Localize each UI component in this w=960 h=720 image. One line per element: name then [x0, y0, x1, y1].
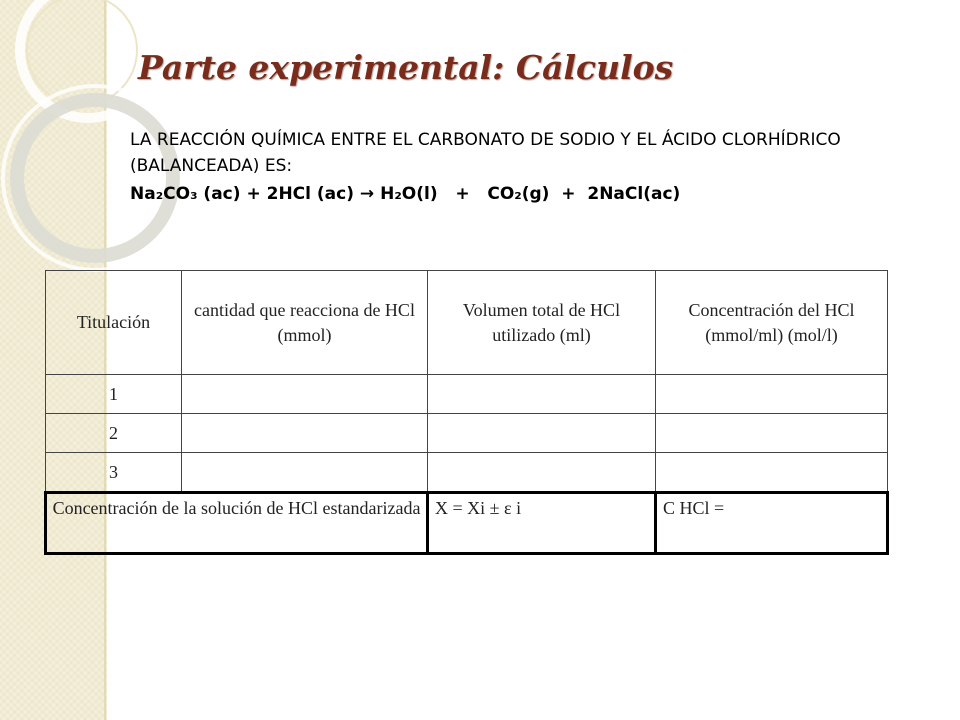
table-cell	[182, 375, 428, 414]
footer-label: Concentración de la solución de HCl estandarizada	[46, 493, 428, 554]
slide-title: Parte experimental: Cálculos	[138, 48, 674, 87]
equation-product-co2: CO₂(g)	[487, 184, 550, 204]
titration-table	[44, 270, 889, 555]
arrow-icon: →	[359, 184, 375, 204]
table-row	[46, 453, 888, 493]
header-concentracion-hcl: Concentración del HCl (mmol/ml) (mol/l)	[656, 271, 888, 375]
table-cell	[182, 453, 428, 493]
table-footer-row	[46, 493, 888, 554]
equation-product-water: H₂O(l)	[380, 184, 438, 204]
table-cell	[656, 375, 888, 414]
table-cell	[428, 414, 656, 453]
table-cell	[656, 414, 888, 453]
equation-reactant-hcl: 2HCl (ac)	[266, 184, 354, 204]
table-cell: 2	[46, 414, 182, 453]
footer-result: C HCl =	[656, 493, 888, 554]
header-titulacion: Titulación	[46, 271, 182, 375]
table-cell: 3	[46, 453, 182, 493]
table-cell	[656, 453, 888, 493]
table-cell	[428, 375, 656, 414]
table-cell	[428, 453, 656, 493]
footer-formula: X = Xi ± ε i	[428, 493, 656, 554]
table-header-row	[46, 271, 888, 375]
equation-reactant-sodium-carbonate: Na₂CO₃ (ac)	[130, 184, 241, 204]
table-cell: 1	[46, 375, 182, 414]
header-cantidad-hcl: cantidad que reacciona de HCl (mmol)	[182, 271, 428, 375]
table-row	[46, 375, 888, 414]
equation-product-nacl: 2NaCl(ac)	[587, 184, 681, 204]
chemical-equation: Na₂CO₃ (ac) + 2HCl (ac) → H₂O(l) + CO₂(g) + 2NaCl(ac)	[130, 184, 681, 204]
table-cell	[182, 414, 428, 453]
table-row	[46, 414, 888, 453]
header-volumen-hcl: Volumen total de HCl utilizado (ml)	[428, 271, 656, 375]
reaction-intro-text: LA REACCIÓN QUÍMICA ENTRE EL CARBONATO DE SODIO Y EL ÁCIDO CLORHÍDRICO (BALANCEADA) ES:	[130, 130, 841, 176]
